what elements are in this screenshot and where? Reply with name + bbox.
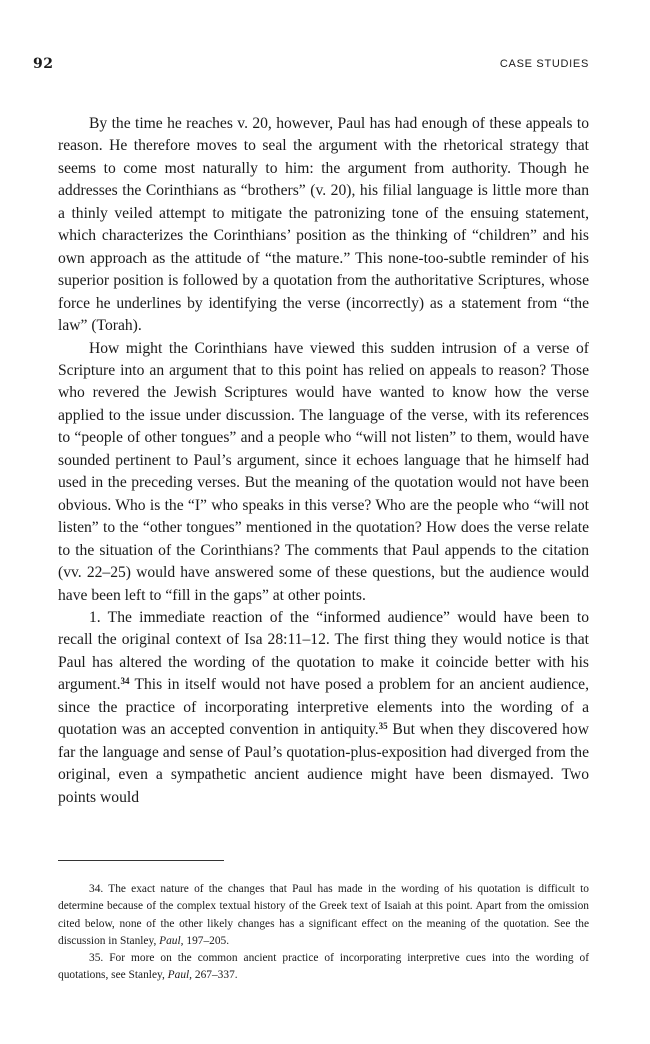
footnote-35-title: Paul, bbox=[167, 969, 193, 982]
footnotes bbox=[58, 881, 589, 985]
body-text bbox=[58, 113, 589, 809]
paragraph-3-part-3: But when they discovered how far the language and sense of Paul’s quotation-plus-exposition had diverged from the original, even a sympathetic ancient audience might have been dismayed. Two points would bbox=[58, 721, 589, 806]
footnote-34-title: Paul, bbox=[159, 934, 184, 947]
paragraph-3 bbox=[58, 607, 589, 809]
footnote-34 bbox=[58, 881, 589, 950]
footnote-ref-34[interactable]: 34 bbox=[120, 676, 130, 687]
running-head bbox=[33, 56, 589, 76]
footnote-35-pages: 267–337. bbox=[192, 969, 238, 982]
section-title: CASE STUDIES bbox=[499, 58, 589, 70]
footnote-35-text: 35. For more on the common ancient practice of incorporating interpretive cues into the wording of quotations, see Stanley, bbox=[58, 952, 589, 982]
footnote-34-text: 34. The exact nature of the changes that Paul has made in the wording of his quotation is difficult to determine because of the complex textual history of the Greek text of Isaiah at this point. Apart from the omission cited below, none of the other likely changes has a significant effect on the meaning of the quotation. See the discussion in Stanley, bbox=[58, 883, 589, 947]
paragraph-2: How might the Corinthians have viewed this sudden intrusion of a verse of Scripture into an argument that to this point has relied on appeals to reason? Those who revered the Jewish Scriptures would have wanted to know how the verse applied to the issue under discussion. The language of the verse, with its references to “people of other tongues” and a people who “will not listen” to them, would have sounded pertinent to Paul’s argument, since it echoes language that he himself had used in the preceding verses. But the meaning of the quotation would not have been obvious. Who is the “I” who speaks in this verse? Who are the people who “will not listen” to the “other tongues” mentioned in the quotation? How does the verse relate to the situation of the Corinthians? The comments that Paul appends to the citation (vv. 22–25) would have answered some of these questions, but the audience would have been left to “fill in the gaps” at other points. bbox=[58, 339, 589, 604]
paragraph-3-part-2: This in itself would not have posed a problem for an ancient audience, since the practice of incorporating interpretive elements into the wording of a quotation was an accepted convention in antiquity. bbox=[58, 676, 589, 739]
footnote-35 bbox=[58, 950, 589, 985]
footnote-ref-35[interactable]: 35 bbox=[378, 721, 388, 732]
footnote-divider bbox=[58, 860, 224, 861]
paragraph-3-part-1: 1. The immediate reaction of the “informed audience” would have been to recall the original context of Isa 28:11–12. The first thing they would notice is that Paul has altered the wording of the quotation to make it coincide better with his argument. bbox=[58, 608, 589, 694]
page-number: 92 bbox=[33, 56, 54, 72]
footnote-34-pages: 197–205. bbox=[183, 934, 230, 947]
paragraph-1: By the time he reaches v. 20, however, Paul has had enough of these appeals to reason. He therefore moves to seal the argument with the rhetorical strategy that seems to come most naturally to him: the argument from authority. Though he addresses the Corinthians as “brothers” (v. 20), his filial language is little more than a thinly veiled attempt to mitigate the patronizing tone of the ensuing statement, which characterizes the Corinthians’ position as the thinking of “children” and his own approach as the attitude of “the mature.” This none-too-subtle reminder of his superior position is followed by a quotation from the authoritative Scriptures, whose force he underlines by identifying the verse (incorrectly) as a statement from “the law” (Torah). bbox=[58, 115, 589, 335]
